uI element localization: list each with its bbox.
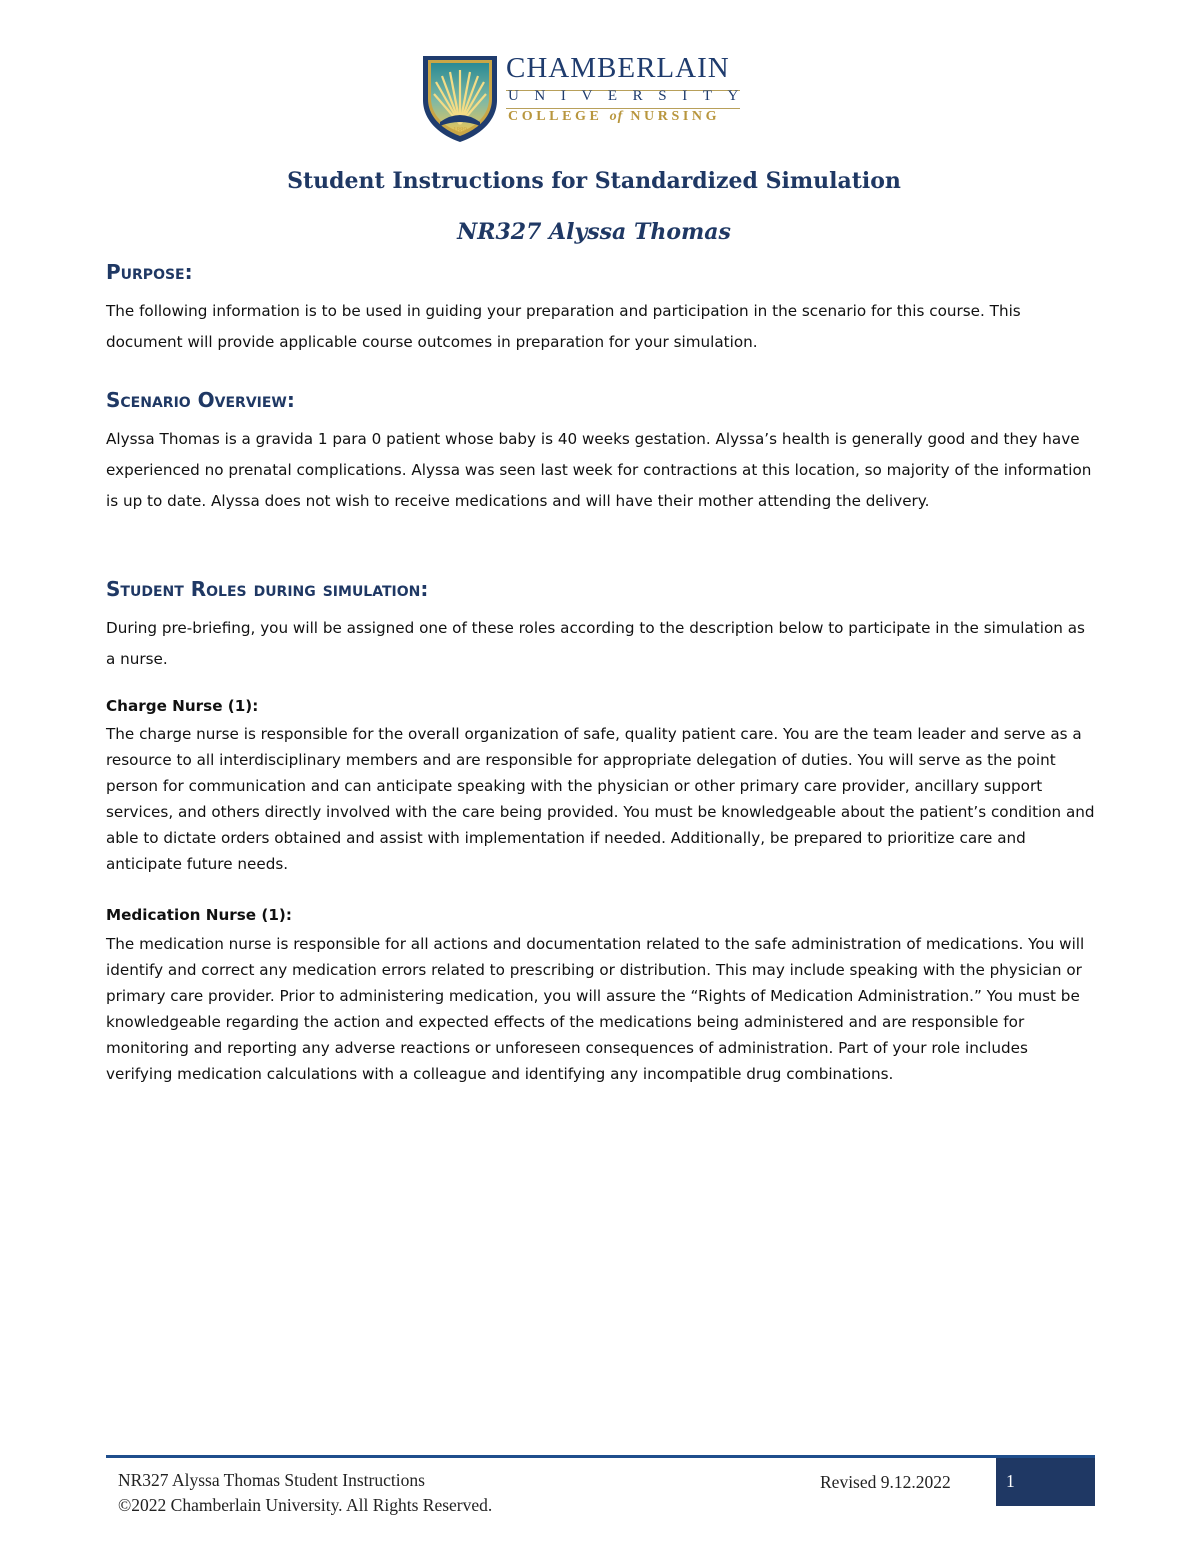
purpose-text: The following information is to be used in guiding your preparation and participation in the scenario for this course. This document will provide applicable course outcomes in preparation for your simulation. (106, 302, 1021, 351)
page-number: 1 (1006, 1471, 1015, 1491)
purpose-heading: Purpose: (106, 260, 193, 284)
footer-revised-date: Revised 9.12.2022 (820, 1472, 951, 1492)
footer-rule (106, 1455, 1095, 1458)
logo-college-of-nursing: COLLEGE of NURSING (508, 109, 721, 124)
charge-nurse-title: Charge Nurse (1): (106, 697, 259, 715)
footer-info (118, 1468, 492, 1518)
shield-crest-icon (420, 52, 500, 144)
overview-heading: Scenario Overview: (106, 388, 295, 412)
charge-nurse-text: The charge nurse is responsible for the overall organization of safe, quality patient care. You are the team leader and serve as a resource to all interdisciplinary members and are responsible for appropriate delegation of duties. You will serve as the point person for communication and can anticipate speaking with the physician or other primary care provider, ancillary support services, and others directly involved with the care being provided. You must be knowledgeable about the patient’s condition and able to dictate orders obtained and assist with implementation if needed. Additionally, be prepared to prioritize care and anticipate future needs. (106, 725, 1095, 873)
footer-doc-title: NR327 Alyssa Thomas Student Instructions (118, 1470, 425, 1490)
logo-university-name: CHAMBERLAIN (506, 52, 730, 84)
roles-intro-text: During pre-briefing, you will be assigned one of these roles according to the description below to participate in the simulation as a nurse. (106, 619, 1085, 668)
medication-nurse-title: Medication Nurse (1): (106, 906, 292, 924)
page-subtitle: NR327 Alyssa Thomas (457, 219, 731, 245)
chamberlain-logo (420, 52, 754, 144)
footer-copyright: ©2022 Chamberlain University. All Rights Reserved. (118, 1495, 493, 1515)
page-number-box (996, 1458, 1095, 1506)
medication-nurse-text: The medication nurse is responsible for all actions and documentation related to the safe administration of medications. You will identify and correct any medication errors related to prescribing or distribution. This may include speaking with the physician or primary care provider. Prior to administering medication, you will assure the “Rights of Medication Administration.” You must be knowledgeable regarding the action and expected effects of the medications being administered and are responsible for monitoring and reporting any adverse reactions or unforeseen consequences of administration. Part of your role includes verifying medication calculations with a colleague and identifying any incompatible drug combinations. (106, 935, 1085, 1083)
svg-text:1889: 1889 (453, 126, 467, 134)
overview-text: Alyssa Thomas is a gravida 1 para 0 patient whose baby is 40 weeks gestation. Alyssa’s health is generally good and they have experienced no prenatal complications. Alyssa was seen last week for contractions at this location, so majority of the information is up to date. Alyssa does not wish to receive medications and will have their mother attending the delivery. (106, 430, 1092, 510)
logo-university-word: UNIVERSITY (508, 88, 754, 104)
page-title: Student Instructions for Standardized Simulation (287, 168, 901, 194)
roles-heading: Student Roles during simulation: (106, 577, 429, 601)
